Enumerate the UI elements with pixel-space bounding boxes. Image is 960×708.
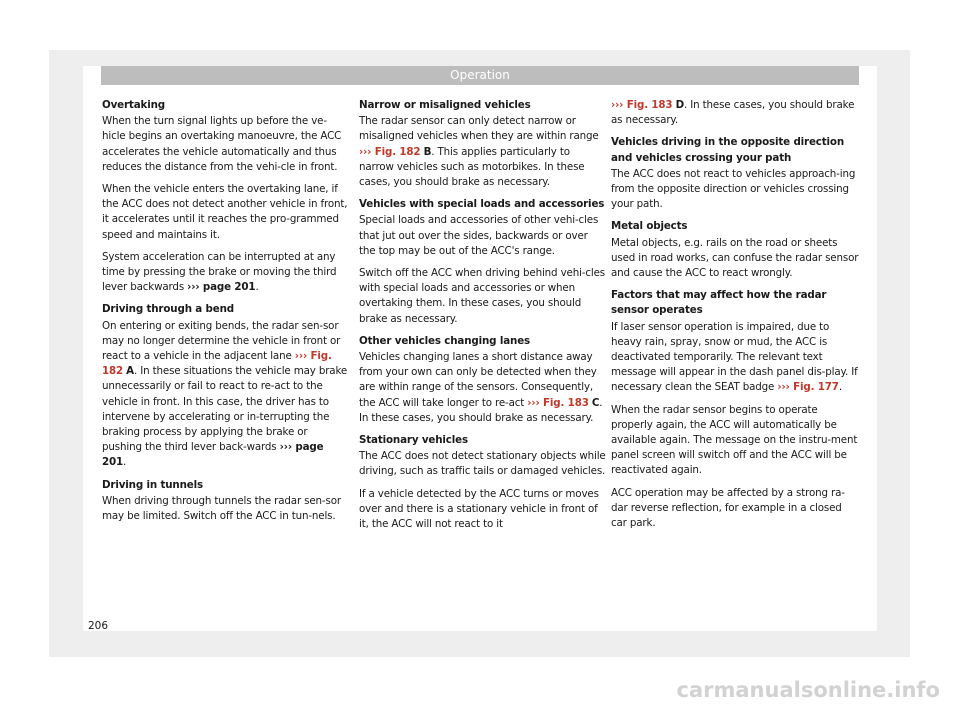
- heading-overtaking: Overtaking: [102, 99, 165, 111]
- paragraph: The ACC does not detect stationary objects while driving, such as traffic tails or damaged vehicles.: [359, 450, 606, 478]
- figure-link[interactable]: ››› Fig. 182: [102, 350, 332, 378]
- paragraph: Special loads and accessories of other vehi-cles that jut out over the sides, backwards or over the top may be out of the ACC's range.: [359, 214, 599, 257]
- heading-narrow: Narrow or misaligned vehicles: [359, 99, 531, 111]
- paragraph: Metal objects, e.g. rails on the road or sheets used in road works, can confuse the radar sensor and cause the ACC to react wrongly.: [611, 236, 859, 280]
- paragraph: If laser sensor operation is impaired, due to heavy rain, spray, snow or mud, the ACC is deactivated temporarily. The relevant text message will appear in the dash panel dis-play. If necessary clean the SEAT badge ››› Fig. 177.: [611, 320, 858, 394]
- section-header: Operation: [101, 66, 859, 85]
- column-3: [611, 98, 859, 538]
- heading-stationary: Stationary vehicles: [359, 434, 468, 447]
- column-1: [102, 98, 350, 531]
- page-link[interactable]: ››› page 201: [187, 281, 256, 294]
- heading-factors: Factors that may affect how the radar sensor operates: [611, 289, 827, 317]
- paragraph: When driving through tunnels the radar sen-sor may be limited. Switch off the ACC in tun-nels.: [102, 494, 341, 523]
- paragraph: ››› Fig. 183 D. In these cases, you should brake as necessary.: [611, 99, 855, 127]
- watermark: carmanualsonline.info: [676, 678, 940, 702]
- paragraph: If a vehicle detected by the ACC turns or moves over and there is a stationary vehicle in front of it, the ACC will not react to it: [359, 487, 599, 531]
- column-2: [359, 98, 607, 539]
- page-link[interactable]: ››› page 201: [102, 441, 324, 469]
- heading-opposite-direction: Vehicles driving in the opposite direction and vehicles crossing your path: [611, 136, 845, 164]
- paragraph: ACC operation may be affected by a strong ra-dar reverse reflection, for example in a closed car park.: [611, 486, 845, 530]
- paragraph: System acceleration can be interrupted at any time by pressing the brake or moving the third lever backwards ››› page 201.: [102, 250, 337, 294]
- heading-bend: Driving through a bend: [102, 303, 234, 316]
- paragraph: When the vehicle enters the overtaking lane, if the ACC does not detect another vehicle in front, it accelerates until it reaches the pro-grammed speed and maintains it.: [102, 183, 348, 241]
- heading-metal-objects: Metal objects: [611, 220, 688, 233]
- paragraph: When the radar sensor begins to operate properly again, the ACC will automatically be available again. The message on the instru-ment panel screen will switch off and the ACC will be reactivated again.: [611, 403, 858, 477]
- paragraph: Switch off the ACC when driving behind vehi-cles with special loads and accessories or when overtaking them. In these cases, you should brake as necessary.: [359, 267, 605, 325]
- paragraph: When the turn signal lights up before the ve-hicle begins an overtaking manoeuvre, the ACC accelerates the vehicle automatically and thus reduces the distance from the vehi-cle in front.: [102, 115, 342, 173]
- heading-special-loads: Vehicles with special loads and accessories: [359, 198, 605, 211]
- paragraph: The ACC does not react to vehicles approach-ing from the opposite direction or vehicles crossing your path.: [611, 167, 856, 211]
- page-number: 206: [88, 620, 109, 632]
- heading-changing-lanes: Other vehicles changing lanes: [359, 334, 531, 347]
- figure-link[interactable]: ››› Fig. 182: [359, 145, 421, 158]
- figure-link[interactable]: ››› Fig. 183: [611, 99, 673, 111]
- figure-link[interactable]: ››› Fig. 183: [527, 396, 589, 409]
- figure-link[interactable]: ››› Fig. 177: [777, 381, 839, 394]
- paragraph: Vehicles changing lanes a short distance away from your own can only be detected when they are within range of the sensors. Consequently, the ACC will take longer to re-act ››› Fig. 183 C. In these cases, you should brake as necessary.: [359, 351, 603, 424]
- paragraph: On entering or exiting bends, the radar sen-sor may no longer determine the vehicle in front or react to a vehicle in the adjacent lane ››› Fig. 182 A. In these situations the vehicle may brake unnecessarily or fail to react to re-act to the vehicle in front. In this case, the driver has to intervene by accelerating or in-terrupting the braking process by applying the brake or pushing the third lever back-wards ››› page 201.: [102, 319, 348, 469]
- heading-tunnels: Driving in tunnels: [102, 478, 203, 491]
- paragraph: The radar sensor can only detect narrow or misaligned vehicles when they are within range ››› Fig. 182 B. This applies particularly to narrow vehicles such as motorbikes. In these cases, you should brake as necessary.: [359, 115, 599, 189]
